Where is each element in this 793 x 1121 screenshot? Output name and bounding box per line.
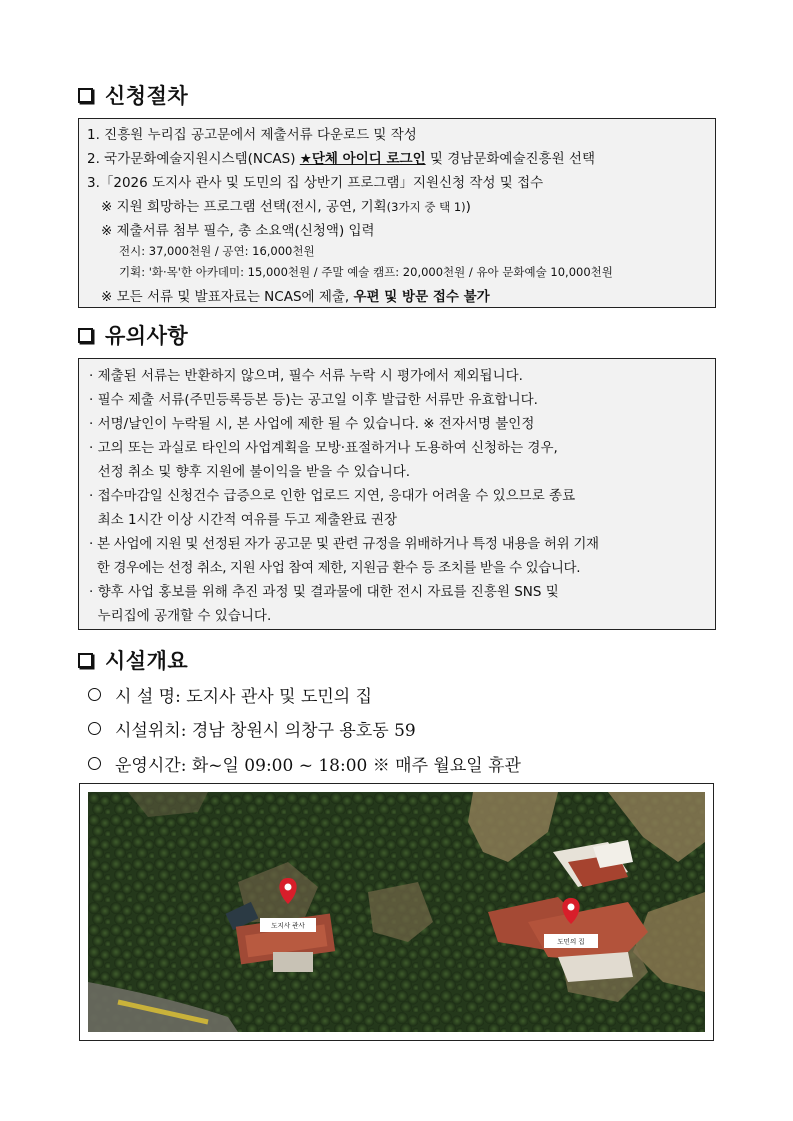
notice-line: · 접수마감일 신청건수 급증으로 인한 업로드 지연, 응대가 어려울 수 있으므로 종료 [89, 488, 576, 504]
section-title-text: 유의사항 [105, 324, 189, 348]
facility-name-text: 시 설 명: 도지사 관사 및 도민의 집 [115, 687, 373, 707]
procedure-box [78, 118, 716, 308]
circle-bullet-icon [88, 757, 101, 770]
map-label-governor-residence: 도지사 관사 [271, 921, 305, 930]
procedure-item-2-text: 2. 국가문화예술지원시스템(NCAS) [87, 151, 300, 167]
procedure-note-1-text: ※ 지원 희망하는 프로그램 선택(전시, 공연, 기획 [101, 199, 387, 215]
budget-line-2: 기획: '화·목'한 아카데미: 15,000천원 / 주말 예술 캠프: 20,000천원 / 유아 문화예술 10,000천원 [119, 265, 613, 279]
section-title-text: 신청절차 [105, 84, 189, 108]
checkbox-square-icon [78, 328, 93, 343]
procedure-item-3: 3.「2026 도지사 관사 및 도민의 집 상반기 프로그램」지원신청 작성 및 접수 [87, 175, 544, 191]
map-label-dominui-jip: 도민의 집 [557, 937, 585, 946]
budget-line-1: 전시: 37,000천원 / 공연: 16,000천원 [119, 244, 315, 258]
notice-line: · 제출된 서류는 반환하지 않으며, 필수 서류 누락 시 평가에서 제외됩니다. [89, 368, 523, 384]
section-title-text: 시설개요 [105, 649, 189, 673]
procedure-note-1-small: (3가지 중 택 1) [386, 200, 466, 214]
checkbox-square-icon [78, 653, 93, 668]
facility-name [88, 682, 372, 707]
procedure-item-2 [87, 147, 595, 167]
facility-location [88, 716, 416, 741]
procedure-note-1-end: ) [465, 199, 471, 215]
circle-bullet-icon [88, 722, 101, 735]
notice-line: · 본 사업에 지원 및 선정된 자가 공고문 및 관련 규정을 위배하거나 특정 내용을 허위 기재 [89, 536, 599, 552]
notice-line: 최소 1시간 이상 시간적 여유를 두고 제출완료 권장 [89, 512, 398, 528]
notice-box [78, 358, 716, 630]
facility-hours [88, 751, 521, 776]
section-title-facility [78, 645, 188, 675]
procedure-note-3 [101, 285, 490, 305]
notice-line: · 향후 사업 홍보를 위해 추진 과정 및 결과물에 대한 전시 자료를 진흥원 SNS 및 [89, 584, 559, 600]
aerial-photo-map [88, 792, 705, 1032]
team-id-login-emphasis: ★단체 아이디 로그인 [299, 151, 426, 167]
facility-hours-text: 운영시간: 화~일 09:00 ~ 18:00 ※ 매주 월요일 휴관 [115, 756, 521, 776]
circle-bullet-icon [88, 688, 101, 701]
notice-line: · 필수 제출 서류(주민등록등본 등)는 공고일 이후 발급한 서류만 유효합니다. [89, 392, 538, 408]
facility-location-text: 시설위치: 경남 창원시 의창구 용호동 59 [115, 721, 416, 741]
procedure-note-2: ※ 제출서류 첨부 필수, 총 소요액(신청액) 입력 [101, 223, 375, 239]
section-title-procedure [78, 80, 188, 110]
aerial-photo-frame [79, 783, 714, 1041]
notice-line: · 고의 또는 과실로 타인의 사업계획을 모방·표절하거나 도용하여 신청하는 경우, [89, 440, 558, 456]
checkbox-square-icon [78, 88, 93, 103]
procedure-note-3-text: ※ 모든 서류 및 발표자료는 NCAS에 제출, [101, 289, 354, 305]
notice-line: 선정 취소 및 향후 지원에 불이익을 받을 수 있습니다. [89, 464, 411, 480]
procedure-note-1 [101, 195, 471, 215]
procedure-item-2-tail: 및 경남문화예술진흥원 선택 [425, 151, 595, 167]
no-mail-visit-emphasis: 우편 및 방문 접수 불가 [353, 289, 490, 305]
notice-line: 한 경우에는 선정 취소, 지원 사업 참여 제한, 지원금 환수 등 조치를 받을 수 있습니다. [89, 560, 581, 576]
notice-line: 누리집에 공개할 수 있습니다. [89, 608, 272, 624]
notice-line: · 서명/날인이 누락될 시, 본 사업에 제한 될 수 있습니다. ※ 전자서명 불인정 [89, 416, 535, 432]
procedure-item-1: 1. 진흥원 누리집 공고문에서 제출서류 다운로드 및 작성 [87, 127, 417, 143]
section-title-notice [78, 320, 188, 350]
